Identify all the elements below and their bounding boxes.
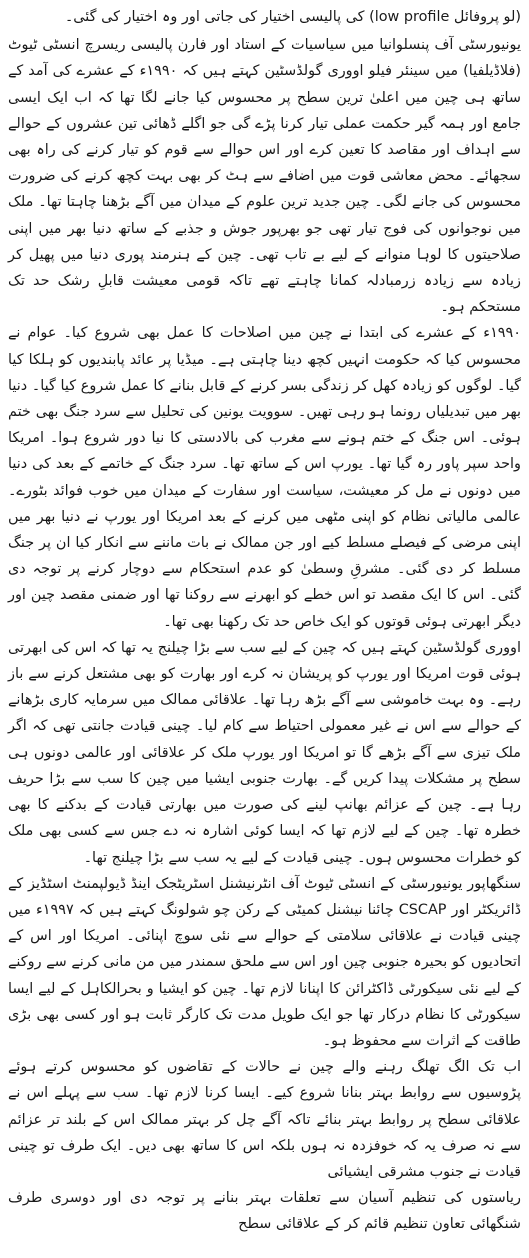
paragraph-biggest-challenge: اووری گولڈسٹین کہتے ہیں کہ چین کے لیے سب سے بڑا چیلنج یہ تھا کہ اس کی ابھرتی ہوئی قوت امریکا اور یورپ کو پریشان نہ کرے اور بھارت کو بھی مشتعل کرنے سے باز رہے۔ وہ بہت خاموشی سے آگے بڑھ رہا تھا۔ علاقائی ممالک میں سرمایہ کاری بڑھانے کے حوالے سے اس نے غیر معمولی احتیاط سے کام لیا۔ چینی قیادت جانتی تھی کہ اگر ملک تیزی سے آگے بڑھے گا تو امریکا اور یورپ ملک کر علاقائی اور عالمی دونوں ہی سطح پر مشکلات پیدا کریں گے۔ بھارت جنوبی ایشیا میں چین کا سب سے بڑا حریف رہا ہے۔ چین کے عزائم بھانپ لینے کی صورت میں بھارتی قیادت کے بدکنے کا بھی خطرہ تھا۔ چین کے لیے لازم تھا کہ ایسا کوئی اشارہ نہ دے جس سے کسی بھی ملک کو خطرات محسوس ہوں۔ چینی قیادت کے لیے یہ سب سے بڑا چیلنج تھا۔ [8, 639, 521, 866]
paragraph-asean-sco: ریاستوں کی تنظیم آسیان سے تعلقات بہتر بنانے پر توجہ دی اور دوسری طرف شنگھائی تعاون تنظیم قائم کر کے علاقائی سطح [8, 1190, 521, 1233]
paragraph-cscap-security: سنگھاپور یونیورسٹی کے انسٹی ٹیوٹ آف انٹرنیشنل اسٹریٹجک اینڈ ڈیولپمنٹ اسٹڈیز کے ڈائریکٹر اور CSCAP چائنا نیشنل کمیٹی کے رکن چو شولونگ کہتے ہیں کہ ۱۹۹۷ء میں چینی قیادت نے علاقائی سلامتی کے حوالے سے نئی سوچ اپنائی۔ امریکا اور اس کے اتحادیوں کو بحیرہ جنوبی چین اور اس سے ملحق سمندر میں من مانی کرنے سے روکنے کے لیے نئی سیکورٹی ڈاکٹرائن کا اپنانا لازم تھا۔ چین کو ایشیا و بحرالکاہل کے لیے ایسا سیکورٹی کا نظام درکار تھا جو ایک طویل مدت تک کارگر ثابت ہو اور کسی بھی بڑی طاقت کے اثرات سے محفوظ ہو۔ [8, 875, 521, 1049]
paragraph-reforms-1990s: ۱۹۹۰ء کے عشرے کی ابتدا نے چین میں اصلاحات کا عمل بھی شروع کیا۔ عوام نے محسوس کیا کہ حکومت انہیں کچھ دینا چاہتی ہے۔ میڈیا پر عائد پابندیوں کو ہلکا کیا گیا۔ لوگوں کو زیادہ کھل کر زندگی بسر کرنے کے قابل بنانے کا عمل شروع کیا گیا۔ دنیا بھر میں تبدیلیاں رونما ہو رہی تھیں۔ سوویت یونین کی تحلیل سے سرد جنگ بھی ختم ہوئی۔ اس جنگ کے ختم ہونے سے مغرب کی بالادستی کا نیا دور شروع ہوا۔ امریکا واحد سپر پاور رہ گیا تھا۔ یورپ اس کے ساتھ تھا۔ سرد جنگ کے خاتمے کے بعد کی دنیا میں دونوں نے مل کر معیشت، سیاست اور سفارت کے میدان میں خوب فوائد بٹورے۔ عالمی مالیاتی نظام کو اپنی مٹھی میں کرنے کے بعد امریکا اور یورپ نے دنیا بھر میں اپنی مرضی کے فیصلے مسلط کیے اور جن ممالک نے بات ماننے سے انکار کیا ان پر جنگ مسلط کر دی گئی۔ مشرقِ وسطیٰ کو عدم استحکام سے دوچار کرنے پر توجہ دی گئی۔ اس کا ایک مقصد تو اس خطے کو ابھرنے سے روکنا تھا اور ضمنی مقصد چین اور دیگر ابھرتی ہوئی قوتوں کو ایک خاص حد تک رکھنا بھی تھا۔ [8, 325, 521, 630]
paragraph-low-profile: (لو پروفائل low profile) کی پالیسی اختیار کی جاتی اور وہ اختیار کی گئی۔ [64, 9, 521, 25]
paragraph-goldstein-strategy: یونیورسٹی آف پنسلوانیا میں سیاسیات کے استاد اور فارن پالیسی ریسرچ انسٹی ٹیوٹ (فلاڈیلفیا) میں سینئر فیلو اووری گولڈسٹین کہتے ہیں کہ ۱۹۹۰ء کے عشرے کی آمد کے ساتھ ہی چین میں اعلیٰ ترین سطح پر محسوس کیا جانے لگا تھا کہ اب ایک ایسی جامع اور ہمہ گیر حکمت عملی تیار کرنا پڑے گی جو اگلے ڈھائی تین عشروں کے حوالے سے اہداف اور مقاصد کا تعین کرے اور اس حوالے سے قوم کو تیار کرنے کی راہ بھی سجھائے۔ محض معاشی قوت میں اضافے سے ہٹ کر بھی بہت کچھ کرنے کی ضرورت محسوس کی جانے لگی۔ چین جدید ترین علوم کے میدان میں آگے بڑھنا چاہتا تھا۔ ملک میں نوجوانوں کی فوج تیار تھی جو بھرپور جوش و جذبے کے ساتھ دنیا بھر میں اپنی صلاحیتوں کا لوہا منوانے کے لیے بے تاب تھی۔ چین کے ہنرمند پوری دنیا میں پھیل کر زیادہ سے زیادہ زرمبادلہ کمانا چاہتے تھے تاکہ قومی معیشت قابلِ رشک حد تک مستحکم ہو۔ [8, 37, 521, 316]
paragraph-neighbour-relations: اب تک الگ تھلگ رہنے والے چین نے حالات کے تقاضوں کو محسوس کرتے ہوئے پڑوسیوں سے روابط بہتر بنانا شروع کیے۔ ایسا کرنا لازم تھا۔ سب سے پہلے اس نے علاقائی سطح پر روابط بہتر بنائے تاکہ آگے چل کر بہتر ممالک اس کے بلند تر عزائم سے نہ صرف یہ کہ خوفزدہ نہ ہوں بلکہ اس کا ساتھ بھی دیں۔ ایک طرف تو چینی قیادت نے جنوب مشرقی ایشیائی [8, 1059, 521, 1180]
